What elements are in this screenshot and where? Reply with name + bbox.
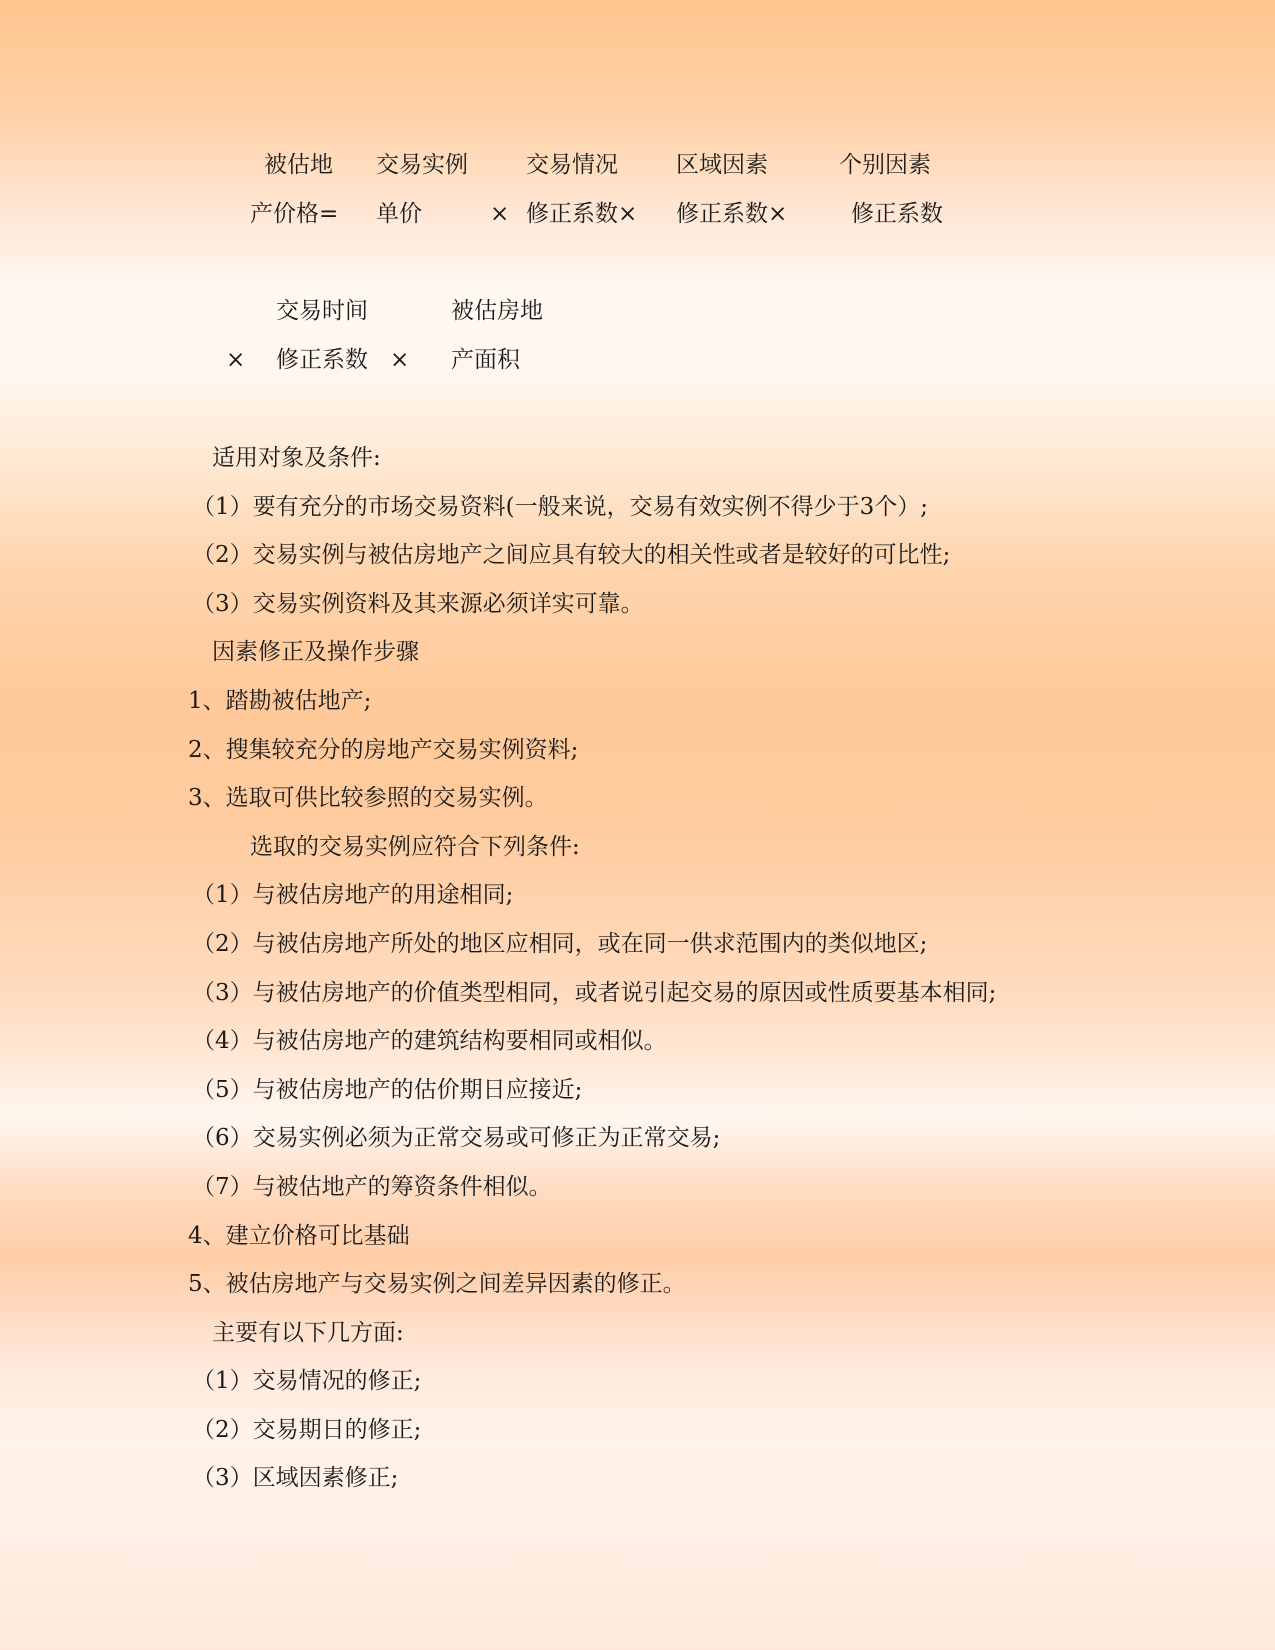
adjustment-item-1: （1）交易情况的修正;: [192, 1368, 422, 1394]
criteria-item-2: （2）与被估房地产所处的地区应相同，或在同一供求范围内的类似地区;: [192, 931, 928, 957]
condition-item-2: （2）交易实例与被估房地产之间应具有较大的相关性或者是较好的可比性;: [192, 542, 951, 568]
formula-1-term-3-top: 交易情况: [526, 152, 618, 178]
section-heading-applicability: 适用对象及条件:: [212, 445, 381, 471]
formula-1-term-1-bottom: 产价格=: [250, 201, 339, 227]
criteria-item-3: （3）与被估房地产的价值类型相同，或者说引起交易的原因或性质要基本相同;: [192, 980, 997, 1006]
formula-1-term-1-top: 被估地: [264, 152, 333, 178]
condition-item-3: （3）交易实例资料及其来源必须详实可靠。: [192, 591, 644, 617]
formula-2-term-1-bottom: 修正系数: [276, 347, 368, 373]
formula-1-term-4-top: 区域因素: [676, 152, 768, 178]
step-3: 3、选取可供比较参照的交易实例。: [188, 785, 548, 811]
section-heading-steps: 因素修正及操作步骤: [212, 639, 419, 665]
criteria-item-5: （5）与被估房地产的估价期日应接近;: [192, 1077, 583, 1103]
formula-1-times: ×: [490, 201, 510, 227]
step-4: 4、建立价格可比基础: [188, 1223, 410, 1249]
condition-item-1: （1）要有充分的市场交易资料(一般来说，交易有效实例不得少于3个）;: [192, 494, 928, 520]
formula-1-term-4-bottom: 修正系数×: [676, 201, 788, 227]
formula-2-times-2: ×: [390, 347, 410, 373]
formula-1-term-5-bottom: 修正系数: [851, 201, 943, 227]
formula-1-term-2-bottom: 单价: [376, 201, 422, 227]
adjustment-item-3: （3）区域因素修正;: [192, 1465, 399, 1491]
formula-2-times-1: ×: [226, 347, 246, 373]
criteria-item-7: （7）与被估地产的筹资条件相似。: [192, 1174, 552, 1200]
formula-1-term-3-bottom: 修正系数×: [526, 201, 638, 227]
criteria-item-6: （6）交易实例必须为正常交易或可修正为正常交易;: [192, 1125, 721, 1151]
adjustment-item-2: （2）交易期日的修正;: [192, 1417, 422, 1443]
formula-2-term-2-top: 被估房地: [451, 298, 543, 324]
formula-2-term-1-top: 交易时间: [276, 298, 368, 324]
adjustments-heading: 主要有以下几方面:: [212, 1320, 404, 1346]
step-5: 5、被估房地产与交易实例之间差异因素的修正。: [188, 1271, 686, 1297]
formula-1-term-2-top: 交易实例: [376, 152, 468, 178]
step-1: 1、踏勘被估地产;: [188, 688, 372, 714]
step-2: 2、搜集较充分的房地产交易实例资料;: [188, 737, 579, 763]
formula-1-term-5-top: 个别因素: [839, 152, 931, 178]
criteria-item-1: （1）与被估房地产的用途相同;: [192, 882, 514, 908]
criteria-item-4: （4）与被估房地产的建筑结构要相同或相似。: [192, 1028, 667, 1054]
formula-2-term-2-bottom: 产面积: [451, 347, 520, 373]
selection-criteria-heading: 选取的交易实例应符合下列条件:: [250, 834, 580, 860]
